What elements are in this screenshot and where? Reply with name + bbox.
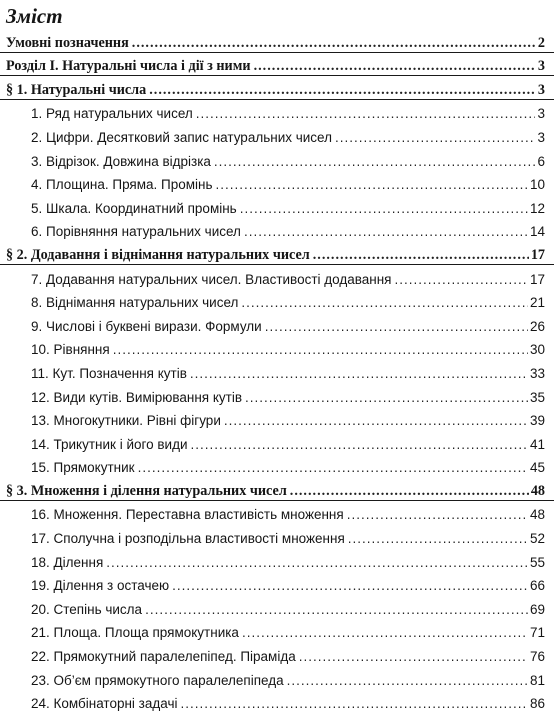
dot-leader	[347, 507, 528, 523]
toc-entry-label: 15. Прямокутник	[31, 460, 135, 476]
dot-leader	[241, 295, 528, 311]
toc-page-number: 17	[530, 246, 545, 263]
toc-entry[interactable]	[0, 619, 554, 643]
toc-entry[interactable]	[0, 407, 554, 431]
toc-page-number: 35	[529, 389, 545, 405]
dot-leader	[145, 602, 528, 618]
toc-page-number: 39	[529, 413, 545, 429]
toc-page-number: 76	[529, 649, 545, 665]
toc-entry-line	[31, 366, 545, 382]
toc-entry-line	[31, 295, 545, 311]
dot-leader	[149, 82, 536, 98]
toc-entry-line	[6, 35, 545, 51]
toc-entry-line	[31, 625, 545, 641]
toc-entry[interactable]	[0, 218, 554, 242]
toc-page-number: 17	[529, 271, 545, 287]
dot-leader	[113, 342, 528, 358]
toc-page-number: 33	[529, 365, 545, 381]
toc-page-number: 30	[529, 342, 545, 358]
toc-entry-line	[31, 224, 545, 240]
toc-page-number: 12	[529, 200, 545, 216]
toc-section-heading[interactable]	[0, 477, 554, 501]
toc-section-heading[interactable]	[0, 241, 554, 265]
toc-page-number: 3	[537, 106, 545, 122]
toc-page-number: 48	[530, 482, 545, 499]
toc-entry-label: 1. Ряд натуральних чисел	[31, 106, 193, 122]
toc-entry-label: 5. Шкала. Координатний промінь	[31, 200, 237, 216]
toc-entry-label: Розділ І. Натуральні числа і дії з ними	[6, 58, 251, 75]
toc-entry-line	[6, 247, 545, 263]
toc-page-number: 41	[529, 436, 545, 452]
toc-page-number: 69	[529, 601, 545, 617]
toc-page-number: 48	[529, 507, 545, 523]
toc-page-number: 81	[529, 672, 545, 688]
dot-leader	[196, 106, 536, 122]
toc-page-number: 21	[529, 295, 545, 311]
toc-entry-line	[6, 483, 545, 499]
toc-entry-line	[31, 507, 545, 523]
toc-entry-line	[6, 58, 545, 74]
toc-entry[interactable]	[0, 312, 554, 336]
dot-leader	[172, 578, 528, 594]
toc-entry-line	[31, 696, 545, 712]
toc-entry-label: 12. Види кутів. Вимірювання кутів	[31, 389, 243, 405]
toc-entry-label: 16. Множення. Переставна властивість множення	[31, 507, 344, 523]
toc-entry[interactable]	[0, 666, 554, 690]
toc-entry[interactable]	[0, 194, 554, 218]
toc-section-heading[interactable]	[0, 76, 554, 100]
toc-heading[interactable]	[0, 53, 554, 77]
toc-entry[interactable]	[0, 690, 554, 713]
toc-page-number: 2	[537, 34, 545, 51]
toc-page-number: 26	[529, 318, 545, 334]
toc-entry-label: 2. Цифри. Десятковий запис натуральних чисел	[31, 129, 332, 145]
toc-page-number: 86	[529, 696, 545, 712]
dot-leader	[216, 177, 528, 193]
dot-leader	[244, 224, 528, 240]
dot-leader	[181, 696, 528, 712]
toc-page-number: 3	[537, 129, 545, 145]
toc-entry[interactable]	[0, 265, 554, 289]
dot-leader	[245, 390, 528, 406]
toc-entry-label: 21. Площа. Площа прямокутника	[31, 625, 239, 641]
toc-entry-line	[31, 460, 545, 476]
toc-list	[0, 29, 554, 713]
dot-leader	[299, 649, 528, 665]
dot-leader	[132, 35, 536, 51]
toc-page-number: 14	[529, 224, 545, 240]
toc-entry-line	[31, 272, 545, 288]
toc-entry-line	[6, 82, 545, 98]
toc-entry-line	[31, 319, 545, 335]
toc-entry-label: 23. Об’єм прямокутного паралелепіпеда	[31, 672, 284, 688]
toc-entry-label: 11. Кут. Позначення кутів	[31, 365, 187, 381]
dot-leader	[348, 531, 528, 547]
toc-entry[interactable]	[0, 171, 554, 195]
toc-entry-line	[31, 673, 545, 689]
dot-leader	[395, 272, 528, 288]
toc-entry[interactable]	[0, 123, 554, 147]
toc-entry-label: 17. Сполучна і розподільна властивості множення	[31, 531, 345, 547]
toc-entry-line	[31, 437, 545, 453]
dot-leader	[214, 154, 536, 170]
toc-page-number: 3	[537, 81, 545, 98]
toc-page-number: 3	[537, 58, 545, 75]
toc-entry-label: 7. Додавання натуральних чисел. Властивості додавання	[31, 271, 392, 287]
toc-page-number: 10	[529, 177, 545, 193]
toc-entry[interactable]	[0, 147, 554, 171]
toc-entry-line	[31, 342, 545, 358]
dot-leader	[224, 413, 528, 429]
toc-entry-label: § 1. Натуральні числа	[6, 81, 147, 98]
toc-entry[interactable]	[0, 336, 554, 360]
toc-entry[interactable]	[0, 359, 554, 383]
toc-entry-line	[31, 154, 545, 170]
toc-entry-label: 22. Прямокутний паралелепіпед. Піраміда	[31, 649, 296, 665]
toc-entry-label: 14. Трикутник і його види	[31, 436, 188, 452]
toc-entry-line	[31, 531, 545, 547]
toc-entry[interactable]	[0, 501, 554, 525]
toc-entry-line	[31, 390, 545, 406]
toc-entry-label: § 2. Додавання і віднімання натуральних чисел	[6, 246, 310, 263]
toc-entry-label: 4. Площина. Пряма. Промінь	[31, 177, 213, 193]
toc-page-number: 52	[529, 531, 545, 547]
dot-leader	[190, 366, 528, 382]
toc-entry-label: 8. Віднімання натуральних чисел	[31, 295, 239, 311]
toc-entry-label: 19. Ділення з остачею	[31, 578, 170, 594]
page-title: Зміст	[6, 4, 63, 28]
toc-entry-label: 9. Числові і буквені вирази. Формули	[31, 318, 262, 334]
toc-entry[interactable]	[0, 595, 554, 619]
toc-entry-line	[31, 413, 545, 429]
toc-page-number: 71	[529, 625, 545, 641]
dot-leader	[313, 247, 529, 263]
dot-leader	[254, 58, 536, 74]
dot-leader	[240, 201, 528, 217]
dot-leader	[191, 437, 528, 453]
toc-entry-line	[31, 649, 545, 665]
toc-page-number: 55	[529, 554, 545, 570]
toc-page-number: 66	[529, 578, 545, 594]
toc-entry-line	[31, 106, 545, 122]
dot-leader	[290, 483, 529, 499]
toc-entry[interactable]	[0, 524, 554, 548]
toc-entry-label: 24. Комбінаторні задачі	[31, 696, 178, 712]
toc-entry[interactable]	[0, 642, 554, 666]
dot-leader	[242, 625, 528, 641]
toc-entry-label: 3. Відрізок. Довжина відрізка	[31, 153, 211, 169]
toc-entry[interactable]	[0, 454, 554, 478]
toc-page-number: 45	[529, 460, 545, 476]
dot-leader	[335, 130, 535, 146]
dot-leader	[106, 555, 528, 571]
toc-entry[interactable]	[0, 430, 554, 454]
toc-entry-label: 18. Ділення	[31, 554, 104, 570]
dot-leader	[265, 319, 528, 335]
toc-entry-label: 6. Порівняння натуральних чисел	[31, 224, 241, 240]
toc-entry-line	[31, 130, 545, 146]
toc-entry[interactable]	[0, 289, 554, 313]
toc-entry[interactable]	[0, 383, 554, 407]
toc-entry-label: Умовні позначення	[6, 34, 129, 51]
toc-entry-line	[31, 578, 545, 594]
toc-entry-line	[31, 555, 545, 571]
toc-entry-label: 20. Степінь числа	[31, 601, 143, 617]
toc-page-number: 6	[537, 153, 545, 169]
toc-entry[interactable]	[0, 572, 554, 596]
toc-entry-label: 13. Многокутники. Рівні фігури	[31, 413, 221, 429]
toc-heading[interactable]	[0, 29, 554, 53]
toc-entry-line	[31, 602, 545, 618]
toc-entry[interactable]	[0, 548, 554, 572]
toc-entry-line	[31, 177, 545, 193]
toc-entry-line	[31, 201, 545, 217]
dot-leader	[138, 460, 528, 476]
toc-entry-label: 10. Рівняння	[31, 342, 110, 358]
dot-leader	[287, 673, 528, 689]
toc-entry[interactable]	[0, 100, 554, 124]
toc-entry-label: § 3. Множення і ділення натуральних чисел	[6, 482, 287, 499]
